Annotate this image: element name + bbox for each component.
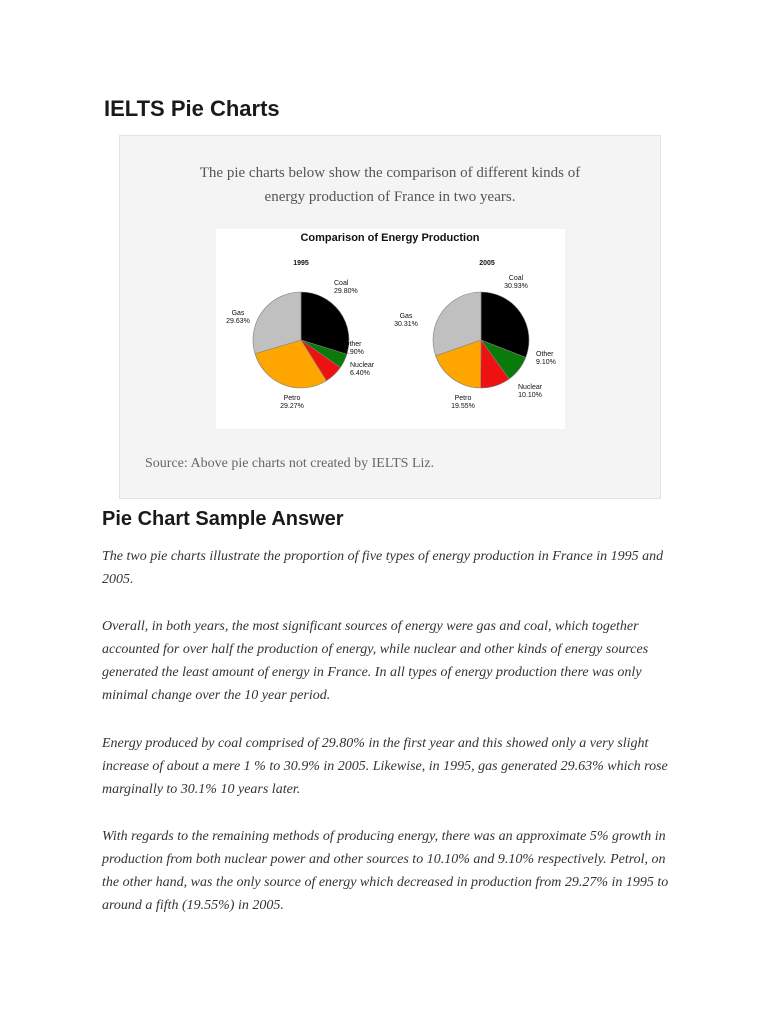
figure-caption-line-1: The pie charts below show the comparison of different kinds of [199, 165, 581, 181]
figure-source: Source: Above pie charts not created by IELTS Liz. [145, 456, 435, 471]
page-title: IELTS Pie Charts [104, 96, 280, 121]
pie-2005-value-nuclear: 10.10% [518, 392, 542, 399]
pie-1995-year-label: 1995 [293, 260, 309, 267]
pie-1995-label-coal: Coal [334, 280, 349, 287]
pie-2005-value-gas: 30.31% [394, 321, 418, 328]
pie-2005-year-label: 2005 [479, 260, 495, 267]
figure-box [119, 135, 661, 499]
pie-1995-label-other: Other [344, 341, 362, 348]
answer-paragraph-1: The two pie charts illustrate the proportion of five types of energy production in France in 1995 and 2005. [102, 549, 664, 587]
answer-paragraph-2: Overall, in both years, the most significant sources of energy were gas and coal, which together accounted for over half the production of energy, while nuclear and other kinds of energy sources generated the least amount of energy in France. In all types of energy production there was only minimal change over the 10 year period. [102, 619, 649, 703]
answer-paragraph-3: Energy produced by coal comprised of 29.80% in the first year and this showed only a very slight increase of about a mere 1 % to 30.9% in 2005. Likewise, in 1995, gas generated 29.63% which rose marginally to 30.1% 10 years later. [102, 736, 668, 797]
pie-2005-label-gas: Gas [399, 313, 413, 320]
section-title: Pie Chart Sample Answer [102, 508, 344, 530]
pie-charts [216, 229, 565, 429]
pie-1995-value-other: 4.90% [344, 349, 364, 356]
pie-2005-label-other: Other [536, 351, 554, 358]
pie-1995-value-coal: 29.80% [334, 288, 358, 295]
pie-2005-label-coal: Coal [508, 275, 524, 282]
pie-2005-value-other: 9.10% [536, 359, 556, 366]
figure-caption [120, 161, 660, 209]
pie-1995-label-petro: Petro [283, 395, 301, 402]
pie-1995-value-gas: 29.63% [226, 318, 250, 325]
pie-1995-label-gas: Gas [231, 310, 245, 317]
chart-title: Comparison of Energy Production [300, 232, 480, 244]
pie-1995-value-nuclear: 6.40% [350, 370, 370, 377]
chart-panel [216, 229, 565, 429]
pie-1995-label-nuclear: Nuclear [350, 362, 375, 369]
pie-2005-label-petro: Petro [454, 395, 472, 402]
answer-paragraph-4: With regards to the remaining methods of producing energy, there was an approximate 5% growth in production from both nuclear power and other sources to 10.10% and 9.10% respectively. Petrol, on the other hand, was the only source of energy which decreased in production from 29.27% in 1995 to around a fifth (19.55%) in 2005. [102, 829, 669, 913]
pie-2005-label-nuclear: Nuclear [517, 384, 543, 391]
pie-1995-value-petro: 29.27% [280, 403, 304, 410]
pie-2005-value-petro: 19.55% [451, 403, 475, 410]
pie-2005-value-coal: 30.93% [504, 283, 528, 290]
figure-caption-line-2: energy production of France in two years. [264, 189, 516, 205]
